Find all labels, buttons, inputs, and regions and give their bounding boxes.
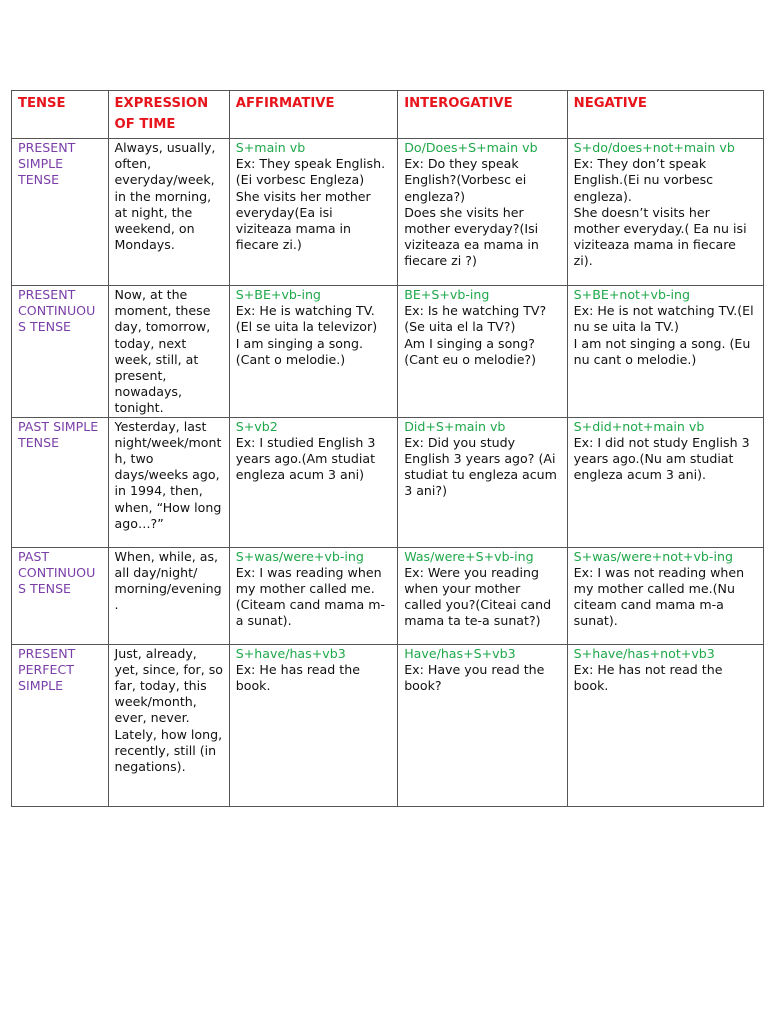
time-expression: Always, usually, often, everyday/week, in the morning, at night, the weekend, on Mondays. [114, 140, 216, 253]
header-expression-of-time: EXPRESSION OF TIME [108, 91, 229, 139]
time-expression: Now, at the moment, these day, tomorrow, today, next week, still, at present, nowadays, tonight. [114, 287, 211, 416]
table-row [12, 644, 764, 806]
header-affirmative: AFFIRMATIVE [229, 91, 397, 139]
negative-formula: S+do/does+not+main vb [573, 140, 735, 155]
table-row [12, 286, 764, 418]
header-tense: TENSE [12, 91, 109, 139]
negative-cell [567, 417, 763, 547]
tense-name: PRESENT CONTINUOUS TENSE [18, 287, 96, 335]
table-row [12, 547, 764, 644]
expression-cell [108, 417, 229, 547]
affirmative-cell [229, 644, 397, 806]
negative-example: Ex: They don’t speak English.(Ei nu vorbesc engleza). She doesn’t visits her mother everyday.( Ea nu isi viziteaza mama in fiecare zi). [573, 156, 747, 269]
tense-cell [12, 286, 109, 418]
interrogative-cell [398, 286, 567, 418]
expression-cell [108, 286, 229, 418]
table-row [12, 139, 764, 286]
affirmative-example: Ex: He has read the book. [235, 661, 360, 694]
affirmative-cell [229, 417, 397, 547]
affirmative-example: Ex: I studied English 3 years ago.(Am studiat engleza acum 3 ani) [235, 434, 376, 483]
expression-cell [108, 547, 229, 644]
affirmative-formula: S+vb2 [235, 418, 278, 434]
interrogative-formula: Was/were+S+vb-ing [404, 548, 534, 564]
affirmative-formula: S+was/were+vb-ing [235, 548, 364, 564]
affirmative-example: Ex: They speak English.(Ei vorbesc Engleza) She visits her mother everyday(Ea isi viziteaza mama in fiecare zi.) [235, 156, 386, 253]
negative-formula: S+have/has+not+vb3 [573, 645, 715, 661]
interrogative-formula: Do/Does+S+main vb [404, 140, 538, 155]
negative-formula: S+BE+not+vb-ing [573, 287, 691, 302]
interrogative-example: Ex: Do they speak English?(Vorbesc ei engleza?) Does she visits her mother everyday?(Isi viziteaza ea mama in fiecare zi ?) [404, 156, 539, 269]
header-row [12, 91, 764, 139]
interrogative-example: Ex: Did you study English 3 years ago? (Ai studiat tu engleza acum 3 ani?) [404, 434, 557, 499]
interrogative-example: Ex: Have you read the book? [404, 661, 545, 694]
affirmative-example: Ex: I was reading when my mother called me.(Citeam cand mama m-a sunat). [235, 564, 386, 629]
negative-example: Ex: He is not watching TV.(El nu se uita la TV.) I am not singing a song. (Eu nu cant o melodie.) [573, 303, 754, 367]
expression-cell [108, 644, 229, 806]
header-interrogative: INTEROGATIVE [398, 91, 567, 139]
tense-name: PRESENT PERFECT SIMPLE [18, 645, 76, 694]
header-negative: NEGATIVE [567, 91, 763, 139]
negative-example: Ex: I was not reading when my mother called me.(Nu citeam cand mama m-a sunat). [573, 564, 745, 629]
interrogative-cell [398, 139, 567, 286]
negative-example: Ex: He has not read the book. [573, 661, 723, 694]
tense-cell [12, 417, 109, 547]
time-expression: Just, already, yet, since, for, so far, today, this week/month, ever, never. Lately, how long, recently, still (in negations). [114, 645, 224, 775]
table-row [12, 417, 764, 547]
tense-cell [12, 547, 109, 644]
interrogative-formula: BE+S+vb-ing [404, 287, 490, 302]
interrogative-example: Ex: Were you reading when your mother called you?(Citeai cand mama ta te-a sunat?) [404, 564, 552, 629]
negative-example: Ex: I did not study English 3 years ago.(Nu am studiat engleza acum 3 ani). [573, 434, 750, 483]
affirmative-formula: S+have/has+vb3 [235, 645, 346, 661]
affirmative-cell [229, 547, 397, 644]
tense-cell [12, 139, 109, 286]
tenses-table [11, 90, 764, 807]
tense-name: PRESENT SIMPLE TENSE [18, 140, 76, 188]
negative-formula: S+did+not+main vb [573, 418, 705, 434]
affirmative-formula: S+main vb [235, 140, 306, 155]
negative-formula: S+was/were+not+vb-ing [573, 548, 733, 564]
interrogative-cell [398, 417, 567, 547]
interrogative-example: Ex: Is he watching TV? (Se uita el la TV?) Am I singing a song? (Cant eu o melodie?) [404, 303, 547, 367]
tense-name: PAST SIMPLE TENSE [18, 418, 99, 450]
time-expression: When, while, as, all day/night/ morning/evening. [114, 548, 222, 613]
tense-cell [12, 644, 109, 806]
expression-cell [108, 139, 229, 286]
tense-name: PAST CONTINUOUS TENSE [18, 548, 96, 597]
affirmative-example: Ex: He is watching TV. (El se uita la televizor) I am singing a song. (Cant o melodie.) [235, 303, 378, 367]
interrogative-cell [398, 644, 567, 806]
negative-cell [567, 286, 763, 418]
interrogative-formula: Did+S+main vb [404, 418, 506, 434]
affirmative-cell [229, 139, 397, 286]
time-expression: Yesterday, last night/week/month, two days/weeks ago, in 1994, then, when, “How long ago…?” [114, 418, 222, 531]
negative-cell [567, 644, 763, 806]
affirmative-formula: S+BE+vb-ing [235, 287, 321, 302]
document-page [11, 90, 764, 807]
affirmative-cell [229, 286, 397, 418]
negative-cell [567, 547, 763, 644]
interrogative-formula: Have/has+S+vb3 [404, 645, 516, 661]
negative-cell [567, 139, 763, 286]
interrogative-cell [398, 547, 567, 644]
